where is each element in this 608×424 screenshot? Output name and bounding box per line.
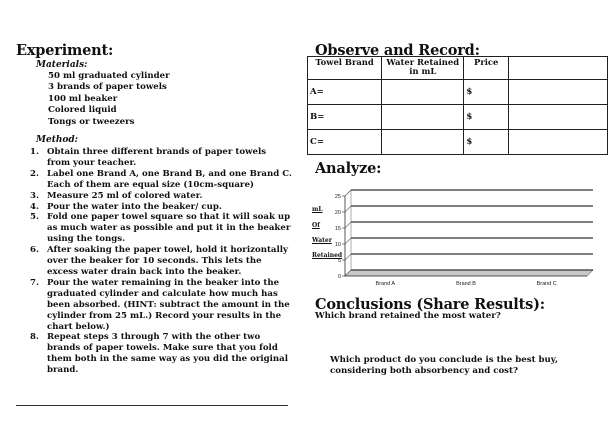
step-item (30, 202, 292, 213)
step-item (30, 212, 292, 245)
brand-cell[interactable]: C= (308, 130, 382, 155)
step-number: 5. (30, 212, 39, 223)
table-row (308, 105, 608, 130)
step-number: 8. (30, 332, 39, 343)
water-retained-cell[interactable] (382, 130, 464, 155)
step-item (30, 191, 292, 202)
y-axis-label-word: Water (312, 237, 332, 244)
step-text: Obtain three different brands of paper towels from your teacher. (47, 147, 267, 168)
column-header (509, 57, 608, 80)
step-text: Label one Brand A, one Brand B, and one Brand C. Each of them are equal size (10cm-square) (47, 168, 292, 190)
materials-list (48, 71, 170, 128)
step-item (30, 245, 292, 278)
materials-heading: Materials: (36, 60, 88, 70)
x-tick-label: Brand C (536, 281, 557, 286)
question-most-water: Which brand retained the most water? (315, 311, 501, 321)
y-axis-label-word: Of (312, 222, 320, 229)
extra-cell[interactable] (509, 80, 608, 105)
list-item: Colored liquid (48, 105, 117, 116)
y-tick-label: 10 (334, 242, 341, 248)
table-row (308, 130, 608, 155)
bottom-rule (16, 405, 288, 406)
step-number: 7. (30, 277, 39, 288)
step-item (30, 332, 292, 376)
brand-cell[interactable]: B= (308, 105, 382, 130)
step-item (30, 169, 292, 191)
step-text: Pour the water into the beaker/ cup. (47, 201, 222, 212)
y-tick-label: 15 (334, 226, 341, 232)
column-header: Price (464, 57, 509, 80)
extra-cell[interactable] (509, 130, 608, 155)
chart-floor (345, 270, 593, 276)
step-text: Repeat steps 3 through 7 with the other two brands of paper towels. Make sure that you fold them both in the same way as you did the original brand. (47, 332, 289, 376)
step-number: 1. (30, 147, 39, 157)
question-best-buy: Which product do you conclude is the best buy, considering both absorbency and cost? (330, 355, 558, 376)
water-retained-cell[interactable] (382, 105, 464, 130)
step-text: Measure 25 ml of colored water. (47, 190, 203, 201)
analyze-title: Analyze: (315, 160, 382, 177)
list-item: Tongs or tweezers (48, 116, 135, 127)
experiment-title: Experiment: (16, 42, 114, 59)
column-header: Water Retained in mL (382, 57, 464, 80)
brand-absorbency-chart (307, 182, 597, 286)
list-item: 100 ml beaker (48, 93, 118, 104)
y-axis-label-word: mL (312, 206, 323, 213)
results-table (307, 56, 608, 155)
step-item (30, 278, 292, 333)
step-number: 4. (30, 201, 39, 212)
method-heading: Method: (36, 135, 79, 145)
list-item: 3 brands of paper towels (48, 82, 167, 93)
y-tick-label: 20 (334, 210, 341, 216)
step-text: Pour the water remaining in the beaker into the graduated cylinder and calculate how much has been absorbed. (HINT: subtract the amount in the cylinder from 25 mL.) Record your results in the chart below.) (47, 277, 290, 332)
y-axis-label-word: Retained (312, 252, 343, 259)
water-retained-cell[interactable] (382, 80, 464, 105)
x-tick-label: Brand A (375, 281, 396, 286)
step-text: After soaking the paper towel, hold it horizontally over the beaker for 10 seconds. This lets the excess water drain back into the beaker. (47, 245, 289, 277)
experiment-panel (0, 0, 300, 424)
y-tick-label: 25 (334, 194, 341, 200)
table-row (308, 80, 608, 105)
step-item (30, 147, 292, 169)
price-cell[interactable]: $ (464, 105, 509, 130)
y-tick-label: 0 (337, 274, 341, 280)
price-cell[interactable]: $ (464, 130, 509, 155)
conclusions-title: Conclusions (Share Results): (315, 296, 545, 313)
step-text: Fold one paper towel square so that it will soak up as much water as possible and put it in the beaker using the tongs. (47, 212, 291, 245)
brand-cell[interactable]: A= (308, 80, 382, 105)
step-number: 3. (30, 190, 39, 201)
price-cell[interactable]: $ (464, 80, 509, 105)
observe-title: Observe and Record: (315, 42, 480, 59)
step-number: 2. (30, 168, 39, 179)
list-item: 50 ml graduated cylinder (48, 71, 170, 81)
column-header: Towel Brand (308, 57, 382, 80)
step-number: 6. (30, 245, 39, 256)
y-tick-label: 5 (337, 258, 341, 264)
table-header-row (308, 57, 608, 80)
extra-cell[interactable] (509, 105, 608, 130)
method-steps (30, 147, 292, 376)
chart-side-wall (345, 190, 351, 276)
x-tick-label: Brand B (456, 281, 476, 286)
